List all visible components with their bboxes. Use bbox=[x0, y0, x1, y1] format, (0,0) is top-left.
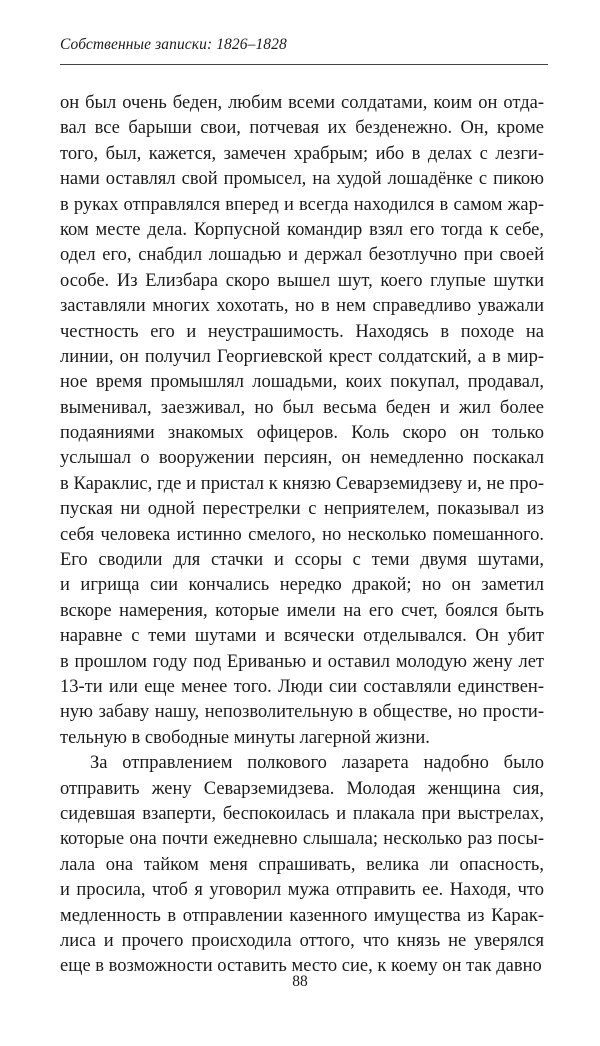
text-line: отправить жену Севарземидзева. Молодая женщина сия, bbox=[60, 778, 544, 799]
text-line: заставляли многих хохотать, но в нем справедливо уважали bbox=[60, 296, 544, 317]
text-line: сидевшая взаперти, беспокоилась и плакала при выстрелах, bbox=[60, 803, 544, 824]
text-line: услышал о вооружении персиян, он немедленно поскакал bbox=[60, 448, 544, 469]
text-line: одел его, снабдил лошадью и держал безотлучно при своей bbox=[60, 245, 544, 266]
body-text bbox=[60, 91, 544, 980]
text-line: нами оставлял свой промысел, на худой лошадёнке с пикою bbox=[60, 169, 544, 190]
text-line: пуская ни одной перестрелки с неприятелем, показывал из bbox=[60, 499, 544, 520]
text-line: тельную в свободные минуты лагерной жизни. bbox=[60, 727, 430, 748]
text-line: За отправлением полкового лазарета надобно было bbox=[90, 753, 544, 774]
page-number: 88 bbox=[292, 973, 308, 990]
running-head: Собственные записки: 1826–1828 bbox=[60, 36, 287, 53]
paragraph bbox=[60, 91, 544, 751]
text-line: в прошлом году под Ериванью и оставил молодую жену лет bbox=[60, 651, 544, 672]
header-rule bbox=[60, 64, 548, 65]
text-line: в руках отправлялся вперед и всегда находился в самом жар- bbox=[60, 194, 544, 215]
text-line: подаяниями знакомых офицеров. Коль скоро он только bbox=[60, 423, 544, 444]
text-line: линии, он получил Георгиевской крест солдатский, а в мир- bbox=[60, 346, 544, 367]
text-line: вскоре намерения, которые имели на его счет, боялся быть bbox=[60, 600, 544, 621]
text-line: лала она тайком меня спрашивать, велика ли опасность, bbox=[60, 854, 544, 875]
text-line: еще в возможности оставить место сие, к коему он так давно bbox=[60, 956, 542, 977]
text-line: вал все барыши свои, потчевая их безденежно. Он, кроме bbox=[60, 118, 544, 139]
text-line: и просила, чтоб я уговорил мужа отправить ее. Находя, что bbox=[60, 880, 544, 901]
text-line: особе. Из Елизбара скоро вышел шут, коего глупые шутки bbox=[60, 270, 544, 291]
text-line: ную забаву нашу, непозволительную в обществе, но прости- bbox=[60, 702, 544, 723]
text-line: того, был, кажется, замечен храбрым; ибо в делах с лезги- bbox=[60, 143, 544, 164]
text-line: медленность в отправлении казенного имущества из Карак- bbox=[60, 905, 544, 926]
text-line: ком месте дела. Корпусной командир взял его тогда к себе, bbox=[60, 219, 544, 240]
text-line: лиса и прочего происходила оттого, что князь не уверялся bbox=[60, 930, 544, 951]
paragraph bbox=[60, 751, 544, 980]
text-line: себя человека истинно смелого, но несколько помешанного. bbox=[60, 524, 544, 545]
text-line: наравне с теми шутами и всячески отделывался. Он убит bbox=[60, 626, 544, 647]
text-line: ное время промышлял лошадьми, коих покупал, продавал, bbox=[60, 372, 544, 393]
text-line: Его сводили для стачки и ссоры с теми двумя шутами, bbox=[60, 550, 544, 571]
text-line: в Караклис, где и пристал к князю Севарземидзеву и, не про- bbox=[60, 473, 544, 494]
text-line: честность его и неустрашимость. Находясь в походе на bbox=[60, 321, 544, 342]
text-line: 13-ти или еще менее того. Люди сии составляли единствен- bbox=[60, 676, 544, 697]
text-line: которые она почти ежедневно слышала; несколько раз посы- bbox=[60, 829, 544, 850]
text-line: он был очень беден, любим всеми солдатами, коим он отда- bbox=[60, 93, 544, 113]
text-line: и игрища сии кончались нередко дракой; но он заметил bbox=[60, 575, 544, 596]
text-line: выменивал, заезживал, но был весьма беден и жил более bbox=[60, 397, 544, 418]
